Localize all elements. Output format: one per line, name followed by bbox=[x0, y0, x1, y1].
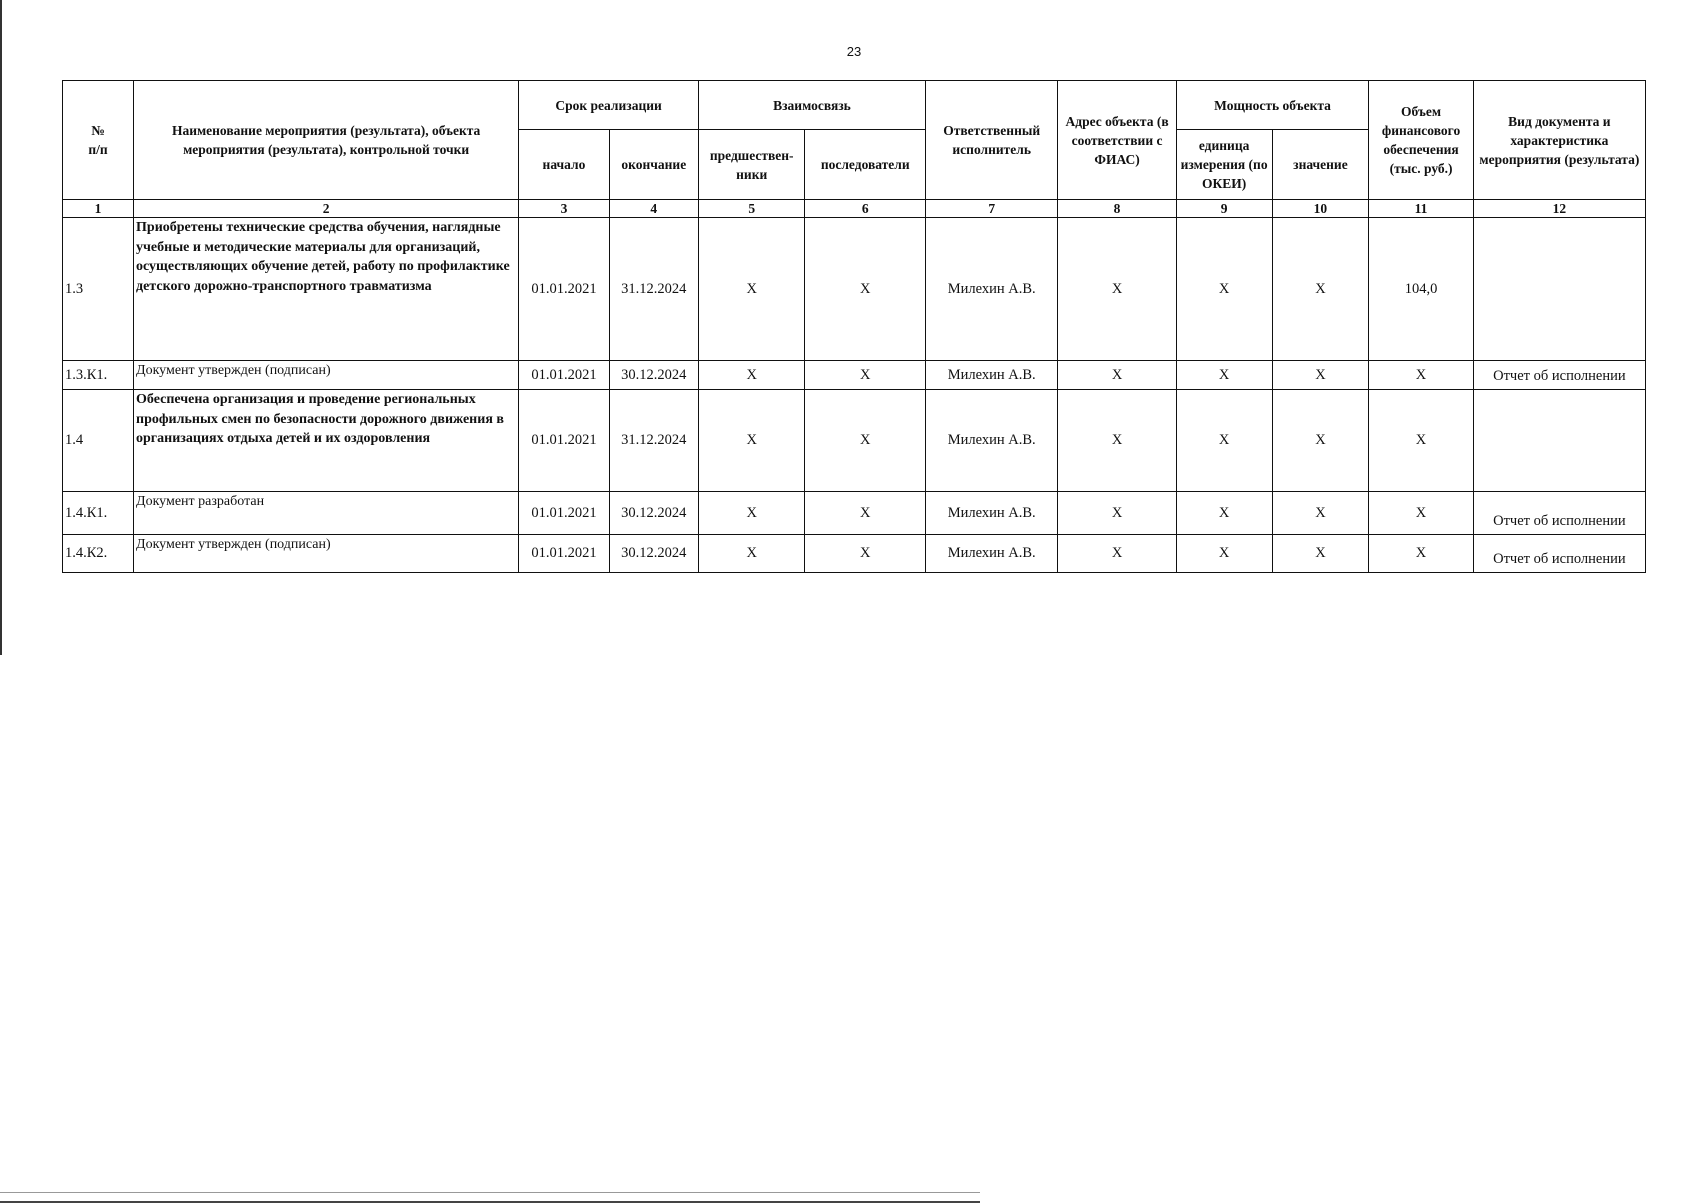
row-start-date: 01.01.2021 bbox=[519, 390, 609, 492]
header-unit: единица измерения (по ОКЕИ) bbox=[1176, 130, 1272, 200]
header-row-1 bbox=[63, 81, 1646, 130]
row-volume: X bbox=[1369, 390, 1473, 492]
row-responsible: Милехин А.В. bbox=[926, 361, 1058, 390]
row-volume: 104,0 bbox=[1369, 218, 1473, 361]
row-name: Обеспечена организация и проведение региональных профильных смен по безопасности дорожного движения в организациях отдыха детей и их оздоровления bbox=[134, 390, 519, 492]
header-value: значение bbox=[1272, 130, 1369, 200]
row-name: Документ разработан bbox=[134, 492, 519, 535]
row-name: Документ утвержден (подписан) bbox=[134, 361, 519, 390]
header-link-group: Взаимосвязь bbox=[698, 81, 925, 130]
header-end: окончание bbox=[609, 130, 698, 200]
row-address: X bbox=[1058, 218, 1176, 361]
header-predecessors: предшествен-ники bbox=[698, 130, 805, 200]
column-number: 2 bbox=[134, 200, 519, 218]
row-start-date: 01.01.2021 bbox=[519, 535, 609, 573]
row-number: 1.4 bbox=[63, 390, 134, 492]
row-value: X bbox=[1272, 535, 1369, 573]
row-end-date: 30.12.2024 bbox=[609, 492, 698, 535]
column-number: 10 bbox=[1272, 200, 1369, 218]
row-address: X bbox=[1058, 390, 1176, 492]
row-predecessors: X bbox=[698, 492, 805, 535]
scan-edge-bottom-faint bbox=[0, 1192, 980, 1193]
column-number: 6 bbox=[805, 200, 926, 218]
row-address: X bbox=[1058, 492, 1176, 535]
row-responsible: Милехин А.В. bbox=[926, 492, 1058, 535]
column-number: 8 bbox=[1058, 200, 1176, 218]
row-predecessors: X bbox=[698, 218, 805, 361]
row-volume: X bbox=[1369, 361, 1473, 390]
column-number: 9 bbox=[1176, 200, 1272, 218]
header-start: начало bbox=[519, 130, 609, 200]
row-successors: X bbox=[805, 218, 926, 361]
row-document bbox=[1473, 218, 1645, 361]
row-successors: X bbox=[805, 492, 926, 535]
table-row bbox=[63, 361, 1646, 390]
row-predecessors: X bbox=[698, 535, 805, 573]
row-unit: X bbox=[1176, 361, 1272, 390]
row-unit: X bbox=[1176, 535, 1272, 573]
row-unit: X bbox=[1176, 390, 1272, 492]
row-start-date: 01.01.2021 bbox=[519, 218, 609, 361]
column-number: 11 bbox=[1369, 200, 1473, 218]
header-responsible: Ответственный исполнитель bbox=[926, 81, 1058, 200]
column-number: 5 bbox=[698, 200, 805, 218]
header-successors: последователи bbox=[805, 130, 926, 200]
row-name: Документ утвержден (подписан) bbox=[134, 535, 519, 573]
row-document: Отчет об исполнении bbox=[1473, 361, 1645, 390]
row-successors: X bbox=[805, 361, 926, 390]
row-unit: X bbox=[1176, 492, 1272, 535]
row-predecessors: X bbox=[698, 361, 805, 390]
row-document: Отчет об исполнении bbox=[1473, 535, 1645, 573]
row-volume: X bbox=[1369, 535, 1473, 573]
row-value: X bbox=[1272, 361, 1369, 390]
row-predecessors: X bbox=[698, 390, 805, 492]
row-volume: X bbox=[1369, 492, 1473, 535]
row-number: 1.3.К1. bbox=[63, 361, 134, 390]
header-term-group: Срок реализации bbox=[519, 81, 699, 130]
row-address: X bbox=[1058, 535, 1176, 573]
table-row bbox=[63, 492, 1646, 535]
column-number: 3 bbox=[519, 200, 609, 218]
row-end-date: 30.12.2024 bbox=[609, 535, 698, 573]
header-power-group: Мощность объекта bbox=[1176, 81, 1369, 130]
row-unit: X bbox=[1176, 218, 1272, 361]
column-number-row bbox=[63, 200, 1646, 218]
row-successors: X bbox=[805, 535, 926, 573]
row-end-date: 30.12.2024 bbox=[609, 361, 698, 390]
row-number: 1.4.К2. bbox=[63, 535, 134, 573]
row-name: Приобретены технические средства обучения, наглядные учебные и методические материалы для организаций, осуществляющих обучение детей, работу по профилактике детского дорожно-транспортного травматизма bbox=[134, 218, 519, 361]
table-row bbox=[63, 390, 1646, 492]
row-start-date: 01.01.2021 bbox=[519, 492, 609, 535]
implementation-plan-table bbox=[62, 80, 1646, 573]
header-volume: Объем финансового обеспечения (тыс. руб.) bbox=[1369, 81, 1473, 200]
row-number: 1.3 bbox=[63, 218, 134, 361]
row-address: X bbox=[1058, 361, 1176, 390]
row-number: 1.4.К1. bbox=[63, 492, 134, 535]
scan-edge-left bbox=[0, 0, 2, 655]
row-value: X bbox=[1272, 492, 1369, 535]
table-row bbox=[63, 535, 1646, 573]
header-document: Вид документа и характеристика мероприятия (результата) bbox=[1473, 81, 1645, 200]
column-number: 7 bbox=[926, 200, 1058, 218]
row-end-date: 31.12.2024 bbox=[609, 218, 698, 361]
header-name: Наименование мероприятия (результата), объекта мероприятия (результата), контрольной точки bbox=[134, 81, 519, 200]
page-number: 23 bbox=[846, 44, 862, 59]
row-responsible: Милехин А.В. bbox=[926, 218, 1058, 361]
row-successors: X bbox=[805, 390, 926, 492]
header-address: Адрес объекта (в соответствии с ФИАС) bbox=[1058, 81, 1176, 200]
row-responsible: Милехин А.В. bbox=[926, 535, 1058, 573]
row-responsible: Милехин А.В. bbox=[926, 390, 1058, 492]
row-document bbox=[1473, 390, 1645, 492]
table-row bbox=[63, 218, 1646, 361]
column-number: 4 bbox=[609, 200, 698, 218]
column-number: 1 bbox=[63, 200, 134, 218]
row-end-date: 31.12.2024 bbox=[609, 390, 698, 492]
row-value: X bbox=[1272, 390, 1369, 492]
header-number: № п/п bbox=[63, 81, 134, 200]
row-value: X bbox=[1272, 218, 1369, 361]
row-document: Отчет об исполнении bbox=[1473, 492, 1645, 535]
column-number: 12 bbox=[1473, 200, 1645, 218]
row-start-date: 01.01.2021 bbox=[519, 361, 609, 390]
